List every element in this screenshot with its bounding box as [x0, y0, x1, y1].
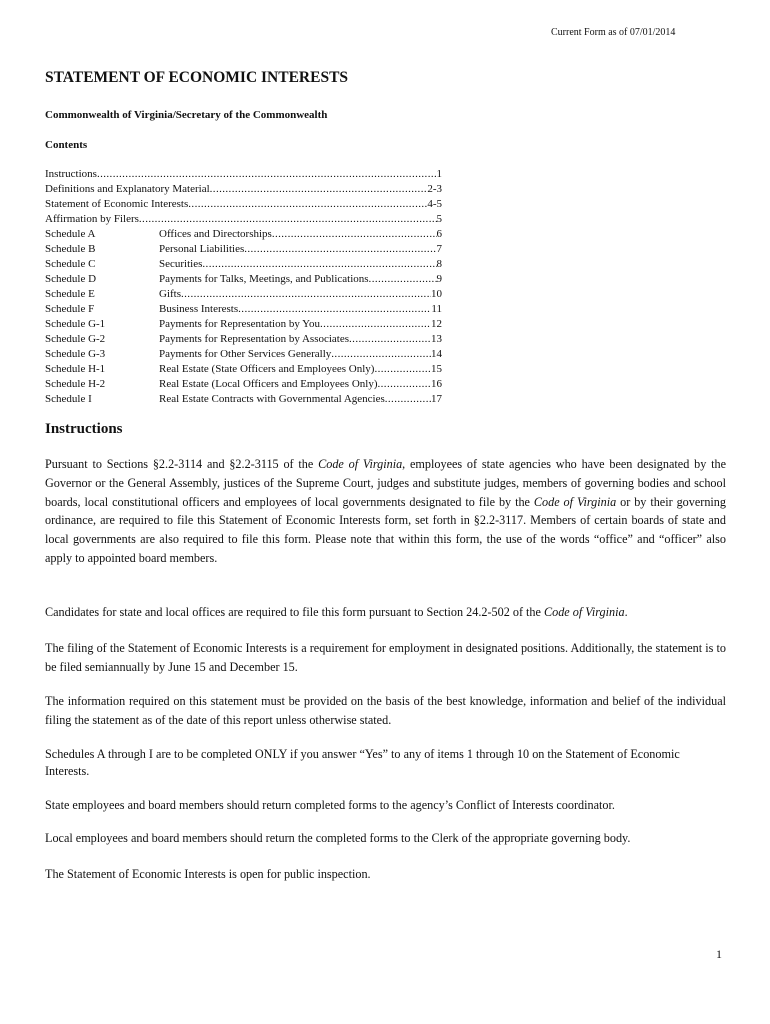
toc-title: Definitions and Explanatory Material	[45, 183, 210, 195]
toc-row	[45, 197, 442, 212]
toc-leader	[202, 257, 436, 272]
code-of-virginia-ref: Code of Virginia	[543, 605, 625, 619]
instructions-paragraph-5: Schedules A through I are to be completed ONLY if you answer “Yes” to any of items 1 through 10 on the Statement of Economic Interests.	[45, 747, 680, 778]
toc-leader	[181, 287, 431, 302]
toc-title: Real Estate (Local Officers and Employees Only)	[159, 378, 378, 390]
toc-leader	[272, 227, 437, 242]
toc-title: Offices and Directorships	[159, 228, 272, 240]
toc-row	[45, 347, 442, 362]
toc-page: 2-3	[427, 183, 442, 195]
instructions-paragraph-2: Candidates for state and local offices are required to file this form pursuant to Section 24.2-502 of the Code of Virginia.	[45, 605, 628, 619]
toc-page: 7	[436, 243, 442, 255]
toc-row	[45, 332, 442, 347]
toc-leader	[349, 332, 431, 347]
toc-leader	[97, 167, 437, 182]
instructions-paragraph-7: Local employees and board members should return the completed forms to the Clerk of the appropriate governing body.	[45, 831, 631, 845]
toc-leader	[139, 212, 437, 227]
toc-title: Securities	[159, 258, 203, 270]
instructions-paragraph-6: State employees and board members should return completed forms to the agency’s Conflict of Interests coordinator.	[45, 798, 615, 812]
toc-page: 15	[431, 363, 442, 375]
toc-row	[45, 392, 442, 407]
toc-page: 16	[431, 378, 442, 390]
toc-schedule: Schedule D	[45, 273, 97, 285]
code-of-virginia-ref: Code of Virginia	[533, 494, 617, 509]
toc-page: 14	[431, 348, 442, 360]
instructions-heading: Instructions	[45, 421, 123, 437]
instructions-paragraph-8: The Statement of Economic Interests is open for public inspection.	[45, 867, 371, 881]
instructions-paragraph-1: Pursuant to Sections §2.2-3114 and §2.2-3115 of the Code of Virginia, employees of state agencies who have been designated by the Governor or the General Assembly, justices of the Supreme Court, judges and substitute judges, members of governing bodies and school boards, local constitutional officers and employees of local governments designated to file by the Code of Virginia or by their governing ordinance, are required to file this Statement of Economic Interests form, set forth in §2.2-3117. Members of certain boards of state and local governments are also required to file this form. Please note that within this form, the use of the words “office” and “officer” also apply to appointed board members.	[45, 457, 726, 565]
toc-title: Business Interests	[159, 303, 239, 315]
toc-row	[45, 272, 442, 287]
instructions-paragraph-3: The filing of the Statement of Economic Interests is a requirement for employment in designated positions. Additionally, the statement is to be filed semiannually by June 15 and December 15.	[45, 641, 726, 674]
toc-page: 6	[436, 228, 442, 240]
toc-leader	[378, 377, 432, 392]
toc-page: 12	[431, 318, 442, 330]
toc-row	[45, 287, 442, 302]
toc-page: 9	[436, 273, 442, 285]
toc-page: 17	[431, 393, 442, 405]
toc-leader	[188, 197, 427, 212]
toc-page: 13	[431, 333, 442, 345]
toc-schedule: Schedule G-3	[45, 348, 106, 360]
toc-schedule: Schedule A	[45, 228, 96, 240]
toc-schedule: Schedule E	[45, 288, 95, 300]
toc-leader	[374, 362, 431, 377]
toc-title: Personal Liabilities	[159, 243, 245, 255]
code-of-virginia-ref: Code of Virginia	[318, 457, 403, 471]
toc-page: 1	[436, 168, 442, 180]
instructions-paragraph-4: The information required on this statement must be provided on the basis of the best knowledge, information and belief of the individual filing the statement as of the date of this report unless otherwise stated.	[45, 694, 726, 727]
toc-schedule: Schedule I	[45, 393, 92, 405]
toc-title: Statement of Economic Interests	[45, 198, 189, 210]
document-title: STATEMENT OF ECONOMIC INTERESTS	[45, 69, 349, 86]
page-number: 1	[716, 947, 722, 961]
toc-row	[45, 377, 442, 392]
toc-title: Payments for Other Services Generally	[159, 348, 332, 360]
toc-leader	[320, 317, 431, 332]
toc-leader	[244, 242, 436, 257]
toc-schedule: Schedule G-2	[45, 333, 106, 345]
toc-leader	[210, 182, 428, 197]
toc-page: 8	[436, 258, 442, 270]
table-of-contents	[45, 167, 442, 407]
toc-schedule: Schedule C	[45, 258, 96, 270]
toc-title: Affirmation by Filers	[45, 213, 139, 225]
toc-row	[45, 362, 442, 377]
toc-title: Real Estate Contracts with Governmental Agencies	[159, 393, 385, 405]
toc-page: 4-5	[427, 198, 442, 210]
toc-title: Instructions	[45, 168, 97, 180]
toc-page: 11	[431, 303, 442, 315]
toc-schedule: Schedule H-2	[45, 378, 106, 390]
toc-leader	[331, 347, 431, 362]
toc-schedule: Schedule B	[45, 243, 96, 255]
toc-row	[45, 227, 442, 242]
toc-schedule: Schedule H-1	[45, 363, 106, 375]
form-date-note: Current Form as of 07/01/2014	[551, 27, 676, 38]
toc-row	[45, 212, 442, 227]
toc-row	[45, 257, 442, 272]
toc-leader	[238, 302, 431, 317]
toc-title: Payments for Representation by You	[159, 318, 321, 330]
toc-title: Gifts	[159, 288, 181, 300]
toc-title: Real Estate (State Officers and Employees Only)	[159, 363, 375, 375]
toc-row	[45, 317, 442, 332]
toc-page: 5	[436, 213, 442, 225]
contents-heading: Contents	[45, 139, 88, 151]
toc-row	[45, 302, 442, 317]
toc-page: 10	[431, 288, 442, 300]
document-subtitle: Commonwealth of Virginia/Secretary of the Commonwealth	[45, 109, 328, 121]
toc-schedule: Schedule G-1	[45, 318, 106, 330]
toc-row	[45, 182, 442, 197]
toc-leader	[385, 392, 431, 407]
toc-title: Payments for Representation by Associates	[159, 333, 350, 345]
toc-row	[45, 167, 442, 182]
toc-schedule: Schedule F	[45, 303, 95, 315]
toc-title: Payments for Talks, Meetings, and Publications	[159, 273, 369, 285]
toc-leader	[369, 272, 437, 287]
toc-row	[45, 242, 442, 257]
